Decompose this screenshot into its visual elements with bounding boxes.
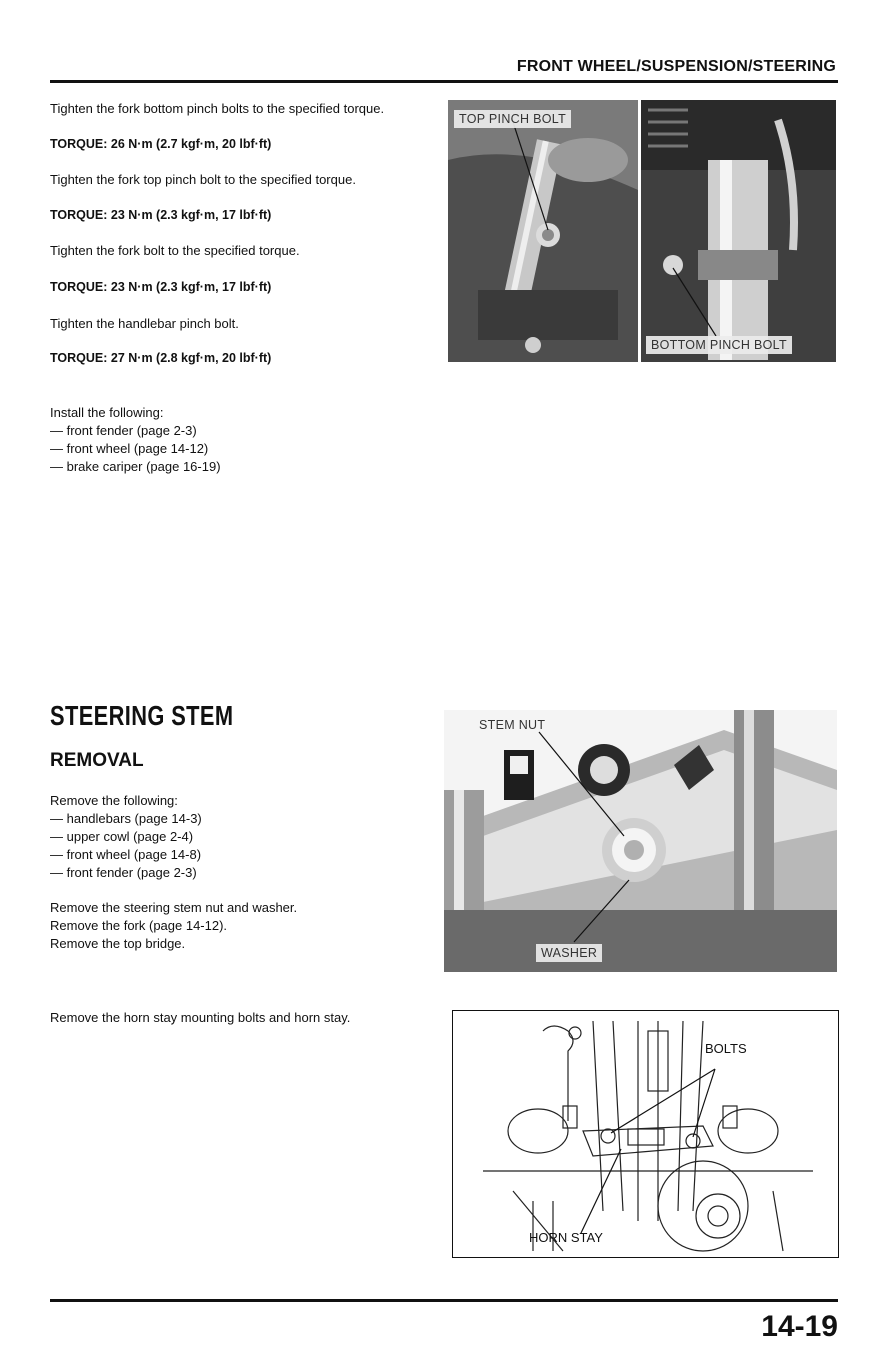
removal-step: Remove the fork (page 14-12). [50,918,228,933]
horn-stay-diagram-art [453,1011,838,1257]
step-1-torque: TORQUE: 26 N·m (2.7 kgf·m, 20 lbf·ft) [50,137,272,151]
remove-list-item: — upper cowl (page 2-4) [50,829,194,844]
removal-step: Remove the steering stem nut and washer. [50,900,298,915]
step-4-torque: TORQUE: 27 N·m (2.8 kgf·m, 20 lbf·ft) [50,351,272,365]
step-2-torque: TORQUE: 23 N·m (2.3 kgf·m, 17 lbf·ft) [50,208,272,222]
remove-list-intro: Remove the following: [50,793,178,808]
install-list-intro: Install the following: [50,405,164,420]
install-list [50,404,221,476]
pinch-bolt-photo [448,100,836,362]
stem-nut-photo-art [444,710,837,972]
step-2-instruction: Tighten the fork top pinch bolt to the specified torque. [50,172,356,187]
stem-nut-label: STEM NUT [479,718,546,732]
section-title: FRONT WHEEL/SUSPENSION/STEERING [516,58,836,75]
step-4-instruction: Tighten the handlebar pinch bolt. [50,316,239,331]
remove-list [50,792,202,882]
install-list-item: — front wheel (page 14-12) [50,441,209,456]
bolts-label: BOLTS [705,1041,747,1056]
remove-list-item: — front fender (page 2-3) [50,865,197,880]
step-1-instruction: Tighten the fork bottom pinch bolts to the specified torque. [50,101,385,116]
removal-step: Remove the top bridge. [50,936,186,951]
page-number: 14-19 [761,1310,838,1343]
remove-list-item: — front wheel (page 14-8) [50,847,202,862]
steering-stem-heading: STEERING STEM [50,700,234,731]
step-3-instruction: Tighten the fork bolt to the specified torque. [50,243,300,258]
horn-stay-diagram [452,1010,839,1258]
top-pinch-bolt-label: TOP PINCH BOLT [454,110,571,128]
horn-stay-label: HORN STAY [529,1230,603,1245]
bottom-pinch-bolt-label: BOTTOM PINCH BOLT [646,336,792,354]
remove-list-item: — handlebars (page 14-3) [50,811,202,826]
pinch-bolt-photo-art [448,100,836,362]
removal-heading: REMOVAL [50,750,144,771]
step-3-torque: TORQUE: 23 N·m (2.3 kgf·m, 17 lbf·ft) [50,280,272,294]
footer-rule [50,1299,838,1302]
washer-label: WASHER [536,944,602,962]
header-rule [50,80,838,83]
removal-steps [50,899,297,953]
horn-stay-step: Remove the horn stay mounting bolts and horn stay. [50,1010,351,1025]
stem-nut-photo [444,710,837,972]
install-list-item: — brake cariper (page 16-19) [50,459,221,474]
install-list-item: — front fender (page 2-3) [50,423,197,438]
